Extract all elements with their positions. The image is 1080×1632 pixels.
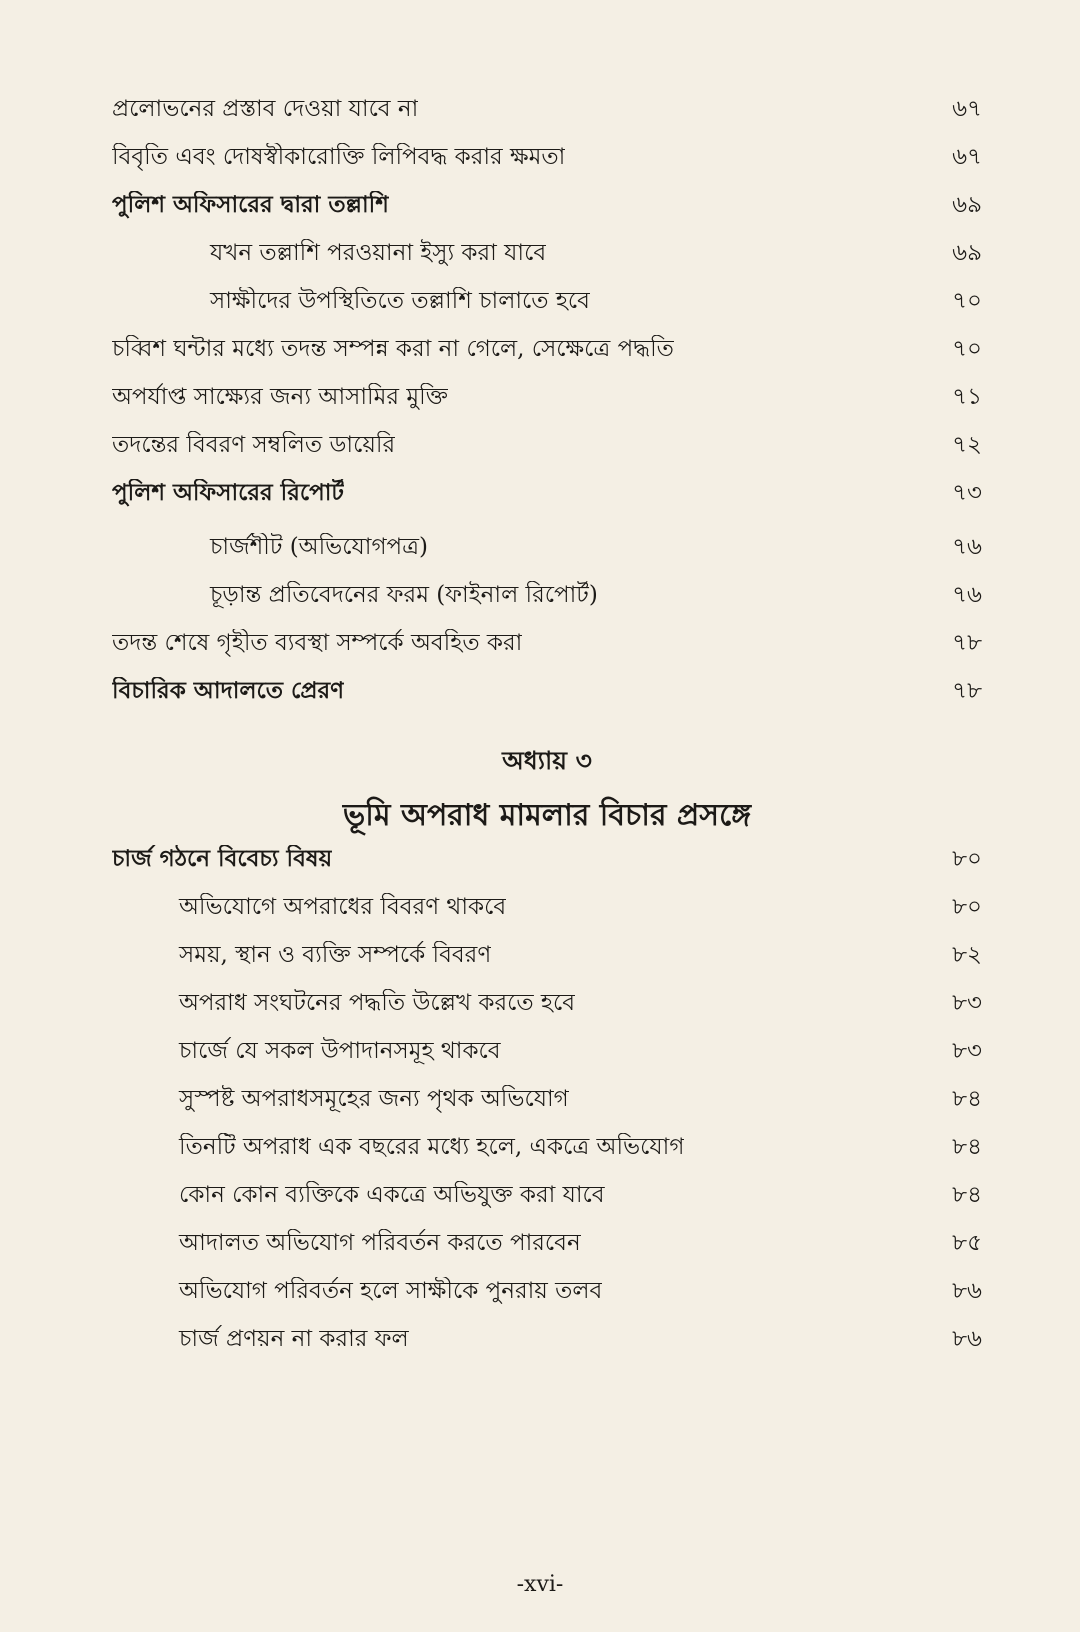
toc-subentry bbox=[112, 1229, 982, 1257]
toc-subentry bbox=[112, 1085, 982, 1113]
toc-subentry bbox=[112, 941, 982, 969]
toc-subentry bbox=[112, 533, 982, 561]
toc-subentry bbox=[112, 1181, 982, 1209]
entry-page: ৮৬ bbox=[952, 1278, 982, 1304]
entry-page: ৬৭ bbox=[952, 144, 982, 170]
toc-subentry bbox=[112, 989, 982, 1017]
entry-page: ৭০ bbox=[952, 288, 982, 314]
entry-title: যখন তল্লাশি পরওয়ানা ইস্যু করা যাবে bbox=[210, 240, 547, 266]
toc-subentry bbox=[112, 1277, 982, 1305]
toc-section-heading bbox=[112, 845, 982, 873]
toc-entry bbox=[112, 335, 982, 363]
toc-entry bbox=[112, 95, 982, 123]
entry-title: তিনটি অপরাধ এক বছরের মধ্যে হলে, একত্রে অভিযোগ bbox=[179, 1134, 685, 1160]
toc-section-heading bbox=[112, 677, 982, 705]
entry-page: ৮০ bbox=[952, 846, 982, 872]
chapter-number: অধ্যায় ৩ bbox=[502, 746, 592, 775]
entry-page: ৬৯ bbox=[952, 240, 982, 266]
toc-subentry bbox=[112, 239, 982, 267]
entry-title: চার্জ প্রণয়ন না করার ফল bbox=[179, 1326, 409, 1352]
entry-page: ৭১ bbox=[952, 384, 982, 410]
entry-page: ৮২ bbox=[952, 942, 982, 968]
entry-title: কোন কোন ব্যক্তিকে একত্রে অভিযুক্ত করা যাবে bbox=[179, 1182, 605, 1208]
entry-title: সময়, স্থান ও ব্যক্তি সম্পর্কে বিবরণ bbox=[179, 942, 492, 968]
entry-page: ৮৪ bbox=[952, 1086, 982, 1112]
entry-page: ৭২ bbox=[952, 432, 982, 458]
toc-entry bbox=[112, 629, 982, 657]
toc-subentry bbox=[112, 581, 982, 609]
page-number: -xvi- bbox=[516, 1572, 564, 1597]
entry-title: তদন্তের বিবরণ সম্বলিত ডায়েরি bbox=[112, 432, 396, 458]
toc-section-heading bbox=[112, 191, 982, 219]
entry-title: অভিযোগ পরিবর্তন হলে সাক্ষীকে পুনরায় তলব bbox=[179, 1278, 603, 1304]
entry-title: বিচারিক আদালতে প্রেরণ bbox=[112, 677, 345, 704]
entry-page: ৬৯ bbox=[952, 192, 982, 218]
entry-page: ৭০ bbox=[952, 336, 982, 362]
entry-title: সাক্ষীদের উপস্থিতিতে তল্লাশি চালাতে হবে bbox=[210, 288, 590, 314]
entry-page: ৮৩ bbox=[952, 1038, 982, 1064]
entry-title: চূড়ান্ত প্রতিবেদনের ফরম (ফাইনাল রিপোর্ট) bbox=[210, 582, 598, 608]
entry-page: ৭৬ bbox=[952, 582, 982, 608]
entry-title: পুলিশ অফিসারের রিপোর্ট bbox=[112, 479, 344, 506]
entry-page: ৮৬ bbox=[952, 1326, 982, 1352]
entry-title: প্রলোভনের প্রস্তাব দেওয়া যাবে না bbox=[112, 96, 419, 122]
entry-title: আদালত অভিযোগ পরিবর্তন করতে পারবেন bbox=[179, 1230, 581, 1256]
chapter-title: ভূমি অপরাধ মামলার বিচার প্রসঙ্গে bbox=[342, 798, 752, 833]
entry-page: ৭৮ bbox=[952, 678, 982, 704]
toc-entry bbox=[112, 431, 982, 459]
entry-page: ৭৬ bbox=[952, 534, 982, 560]
entry-page: ৮০ bbox=[952, 894, 982, 920]
entry-title: পুলিশ অফিসারের দ্বারা তল্লাশি bbox=[112, 191, 389, 218]
entry-page: ৭৩ bbox=[952, 480, 982, 506]
toc-subentry bbox=[112, 893, 982, 921]
entry-title: অপরাধ সংঘটনের পদ্ধতি উল্লেখ করতে হবে bbox=[179, 990, 576, 1016]
entry-title: চার্জশীট (অভিযোগপত্র) bbox=[210, 534, 429, 560]
entry-page: ৮৩ bbox=[952, 990, 982, 1016]
entry-page: ৮৫ bbox=[952, 1230, 982, 1256]
toc-entry bbox=[112, 143, 982, 171]
entry-title: অভিযোগে অপরাধের বিবরণ থাকবে bbox=[179, 894, 507, 920]
entry-title: সুস্পষ্ট অপরাধসমূহের জন্য পৃথক অভিযোগ bbox=[179, 1086, 569, 1112]
entry-title: চার্জে যে সকল উপাদানসমূহ থাকবে bbox=[179, 1038, 501, 1064]
entry-title: অপর্যাপ্ত সাক্ষ্যের জন্য আসামির মুক্তি bbox=[112, 384, 449, 410]
entry-title: চব্বিশ ঘন্টার মধ্যে তদন্ত সম্পন্ন করা না গেলে, সেক্ষেত্রে পদ্ধতি bbox=[112, 336, 674, 362]
entry-page: ৮৪ bbox=[952, 1182, 982, 1208]
entry-title: বিবৃতি এবং দোষস্বীকারোক্তি লিপিবদ্ধ করার ক্ষমতা bbox=[112, 144, 566, 170]
entry-title: চার্জ গঠনে বিবেচ্য বিষয় bbox=[112, 845, 333, 872]
toc-subentry bbox=[112, 1133, 982, 1161]
entry-page: ৬৭ bbox=[952, 96, 982, 122]
toc-subentry bbox=[112, 1325, 982, 1353]
toc-section-heading bbox=[112, 479, 982, 507]
entry-page: ৭৮ bbox=[952, 630, 982, 656]
entry-title: তদন্ত শেষে গৃহীত ব্যবস্থা সম্পর্কে অবহিত করা bbox=[112, 630, 523, 656]
entry-page: ৮৪ bbox=[952, 1134, 982, 1160]
toc-subentry bbox=[112, 287, 982, 315]
toc-entry bbox=[112, 383, 982, 411]
table-of-contents bbox=[112, 95, 982, 1353]
toc-subentry bbox=[112, 1037, 982, 1065]
